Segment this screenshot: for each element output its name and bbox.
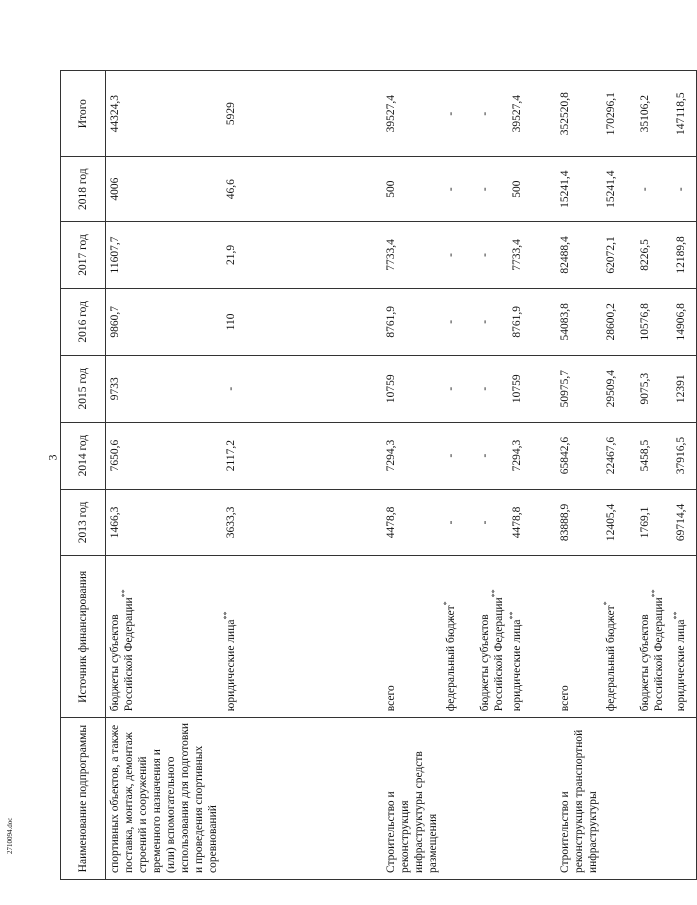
- footnote-mark: **: [490, 589, 500, 598]
- year-value-cell: 8761,9: [382, 288, 442, 355]
- financing-source-cell: [222, 556, 382, 718]
- year-value-cell: -: [442, 288, 476, 355]
- total-cell: 35106,2: [636, 71, 672, 157]
- year-value-cell: 10759: [508, 355, 556, 422]
- year-value-cell: 28600,2: [602, 288, 636, 355]
- header-year-2016: 2016 год: [61, 288, 106, 355]
- header-subprogram-name: Наименование подпрограммы: [61, 718, 106, 880]
- year-value-cell: 7733,4: [382, 222, 442, 289]
- year-value-cell: -: [476, 422, 508, 489]
- financing-source-cell: [672, 556, 696, 718]
- year-value-cell: 2117,2: [222, 422, 382, 489]
- financing-source-label: бюджеты субъектов Российской Федерации: [109, 597, 135, 712]
- header-year-2018: 2018 год: [61, 157, 106, 222]
- year-value-cell: 11607,7: [106, 222, 223, 289]
- year-value-cell: 10759: [382, 355, 442, 422]
- year-value-cell: -: [672, 157, 696, 222]
- year-value-cell: 500: [508, 157, 556, 222]
- subprogram-name-cell: [222, 718, 382, 880]
- year-value-cell: 15241,4: [556, 157, 602, 222]
- year-value-cell: 69714,4: [672, 489, 696, 556]
- year-value-cell: 83888,9: [556, 489, 602, 556]
- table-row: [636, 71, 672, 880]
- total-cell: 39527,4: [382, 71, 442, 157]
- year-value-cell: 10576,8: [636, 288, 672, 355]
- year-value-cell: 15241,4: [602, 157, 636, 222]
- total-cell: 44324,3: [106, 71, 223, 157]
- subprogram-name-cell: [508, 718, 556, 880]
- year-value-cell: 12189,8: [672, 222, 696, 289]
- header-total: Итого: [61, 71, 106, 157]
- year-value-cell: 22467,6: [602, 422, 636, 489]
- year-value-cell: 7294,3: [382, 422, 442, 489]
- footnote-mark: **: [650, 589, 660, 598]
- year-value-cell: 500: [382, 157, 442, 222]
- year-value-cell: -: [476, 489, 508, 556]
- subprogram-name-cell: [672, 718, 696, 880]
- financing-source-cell: [602, 556, 636, 718]
- table-body: [106, 71, 697, 880]
- subprogram-name-cell: [476, 718, 508, 880]
- year-value-cell: -: [476, 157, 508, 222]
- year-value-cell: 9733: [106, 355, 223, 422]
- table-row: [222, 71, 382, 880]
- financing-source-label: федеральный бюджет: [445, 605, 457, 712]
- year-value-cell: -: [476, 355, 508, 422]
- table-row: [556, 71, 602, 880]
- year-value-cell: 46,6: [222, 157, 382, 222]
- financing-source-cell: [442, 556, 476, 718]
- table-header-row: [61, 71, 106, 880]
- table-row: [672, 71, 696, 880]
- table-row: [476, 71, 508, 880]
- footnote-mark: **: [672, 611, 682, 620]
- rotated-table-container: [60, 70, 687, 880]
- year-value-cell: 7733,4: [508, 222, 556, 289]
- year-value-cell: 5458,5: [636, 422, 672, 489]
- financing-source-cell: [508, 556, 556, 718]
- year-value-cell: -: [442, 157, 476, 222]
- footnote-mark: *: [602, 601, 612, 606]
- year-value-cell: 8226,5: [636, 222, 672, 289]
- footnote-mark: *: [442, 601, 452, 606]
- total-cell: -: [442, 71, 476, 157]
- footer-document-code: 2710094.doc: [6, 817, 14, 854]
- total-cell: 170296,1: [602, 71, 636, 157]
- total-cell: 39527,4: [508, 71, 556, 157]
- financing-source-label: юридические лица: [225, 619, 237, 712]
- subprogram-name-cell: [442, 718, 476, 880]
- financing-source-cell: [382, 556, 442, 718]
- year-value-cell: 4478,8: [508, 489, 556, 556]
- financing-table: [60, 70, 697, 880]
- year-value-cell: -: [222, 355, 382, 422]
- year-value-cell: 9075,3: [636, 355, 672, 422]
- header-year-2017: 2017 год: [61, 222, 106, 289]
- table-row: [602, 71, 636, 880]
- year-value-cell: 62072,1: [602, 222, 636, 289]
- year-value-cell: 37916,5: [672, 422, 696, 489]
- page-number: 3: [45, 454, 60, 461]
- total-cell: 147118,5: [672, 71, 696, 157]
- year-value-cell: -: [476, 288, 508, 355]
- year-value-cell: -: [442, 489, 476, 556]
- year-value-cell: 21,9: [222, 222, 382, 289]
- financing-source-label: всего: [385, 685, 397, 712]
- year-value-cell: 29509,4: [602, 355, 636, 422]
- total-cell: 5929: [222, 71, 382, 157]
- subprogram-name-cell: Строительство и реконструкция инфраструктуры средств размещения: [382, 718, 442, 880]
- year-value-cell: -: [442, 355, 476, 422]
- year-value-cell: 4006: [106, 157, 223, 222]
- footnote-mark: **: [508, 611, 518, 620]
- financing-source-label: бюджеты субъектов Российской Федерации: [639, 597, 665, 712]
- year-value-cell: 50975,7: [556, 355, 602, 422]
- financing-source-cell: [476, 556, 508, 718]
- financing-source-label: юридические лица: [511, 619, 523, 712]
- table-row: [442, 71, 476, 880]
- financing-source-label: всего: [559, 685, 571, 712]
- header-year-2013: 2013 год: [61, 489, 106, 556]
- financing-source-cell: [106, 556, 223, 718]
- year-value-cell: -: [476, 222, 508, 289]
- financing-source-label: бюджеты субъектов Российской Федерации: [479, 597, 505, 712]
- subprogram-name-cell: [636, 718, 672, 880]
- header-financing-source: Источник финансирования: [61, 556, 106, 718]
- year-value-cell: 65842,6: [556, 422, 602, 489]
- year-value-cell: 12391: [672, 355, 696, 422]
- year-value-cell: 3633,3: [222, 489, 382, 556]
- year-value-cell: 8761,9: [508, 288, 556, 355]
- year-value-cell: 82488,4: [556, 222, 602, 289]
- header-year-2015: 2015 год: [61, 355, 106, 422]
- year-value-cell: 1769,1: [636, 489, 672, 556]
- year-value-cell: 1466,3: [106, 489, 223, 556]
- total-cell: -: [476, 71, 508, 157]
- year-value-cell: -: [442, 222, 476, 289]
- subprogram-name-cell: [602, 718, 636, 880]
- subprogram-name-cell: спортивных объектов, а также поставка, монтаж, демонтаж строений и сооружений временного назначения и (или) вспомогательного использования для подготовки и проведения спортивных соревнований: [106, 718, 223, 880]
- year-value-cell: 7294,3: [508, 422, 556, 489]
- footnote-mark: **: [222, 611, 232, 620]
- financing-source-cell: [636, 556, 672, 718]
- financing-source-label: федеральный бюджет: [605, 605, 617, 712]
- table-row: [382, 71, 442, 880]
- year-value-cell: -: [442, 422, 476, 489]
- year-value-cell: 14906,8: [672, 288, 696, 355]
- footnote-mark: **: [120, 589, 130, 598]
- total-cell: 352520,8: [556, 71, 602, 157]
- year-value-cell: 4478,8: [382, 489, 442, 556]
- year-value-cell: 54083,8: [556, 288, 602, 355]
- year-value-cell: -: [636, 157, 672, 222]
- year-value-cell: 110: [222, 288, 382, 355]
- year-value-cell: 7650,6: [106, 422, 223, 489]
- table-row: [508, 71, 556, 880]
- year-value-cell: 9860,7: [106, 288, 223, 355]
- subprogram-name-cell: Строительство и реконструкция транспортной инфраструктуры: [556, 718, 602, 880]
- financing-source-cell: [556, 556, 602, 718]
- table-row: [106, 71, 223, 880]
- year-value-cell: 12405,4: [602, 489, 636, 556]
- financing-source-label: юридические лица: [675, 619, 687, 712]
- header-year-2014: 2014 год: [61, 422, 106, 489]
